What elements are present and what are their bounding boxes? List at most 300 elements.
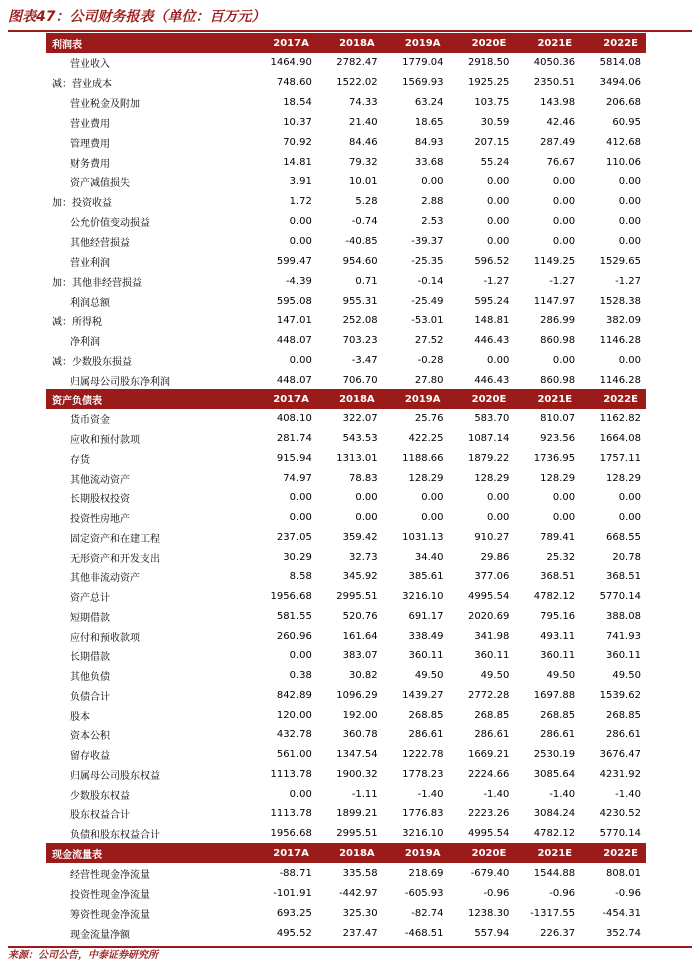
cell-value: 1113.78 [270,768,312,780]
cell-value: 1779.04 [402,57,444,69]
row-label: 短期借款 [70,612,110,624]
table-row [46,824,646,844]
table-row [46,271,646,291]
cell-value: 27.52 [414,335,444,347]
cell-value: 1879.22 [467,452,510,464]
section-header [46,33,646,53]
cell-value: -0.96 [549,887,576,899]
year-header: 2017A [273,37,309,49]
table-row [46,311,646,331]
cell-value: 30.59 [480,116,510,128]
cell-value: 2995.51 [336,828,378,840]
cell-value: 1776.83 [402,808,444,820]
cell-value: 383.07 [342,650,378,662]
cell-value: 2350.51 [533,77,576,89]
cell-value: 0.00 [289,236,312,248]
cell-value: 388.08 [605,610,641,622]
cell-value: 2.88 [421,196,444,208]
cell-value: 0.00 [487,492,510,504]
cell-value: 923.56 [540,433,576,445]
year-header: 2018A [339,847,375,859]
cell-value: 0.00 [618,492,641,504]
cell-value: 322.07 [342,413,378,425]
cell-value: 18.65 [414,116,444,128]
table-row [46,745,646,765]
cell-value: 1925.25 [467,77,510,89]
cell-value: 741.93 [605,630,641,642]
cell-value: 691.17 [408,610,444,622]
cell-value: 0.00 [487,176,510,188]
cell-value: 84.46 [349,136,378,148]
cell-value: 0.00 [618,216,641,228]
cell-value: 33.68 [414,156,444,168]
cell-value: 20.78 [612,551,641,563]
cell-value: 1146.28 [599,335,641,347]
cell-value: 1757.11 [599,452,641,464]
cell-value: 128.29 [540,472,576,484]
cell-value: 446.43 [474,374,510,386]
cell-value: 448.07 [276,374,312,386]
row-label: 固定资产和在建工程 [70,533,160,545]
table-row [46,903,646,923]
year-header: 2019A [404,37,441,49]
section-table [46,33,646,390]
cell-value: 5814.08 [599,57,641,69]
cell-value: 596.52 [474,255,510,267]
cell-value: 693.25 [276,907,312,919]
cell-value: -88.71 [279,867,312,879]
cell-value: 74.97 [283,472,312,484]
cell-value: 0.00 [487,196,510,208]
row-label: 投资性房地产 [70,514,130,526]
year-header: 2019A [404,847,441,859]
cell-value: 325.30 [342,907,378,919]
cell-value: 0.00 [618,196,641,208]
row-label: 负债合计 [70,691,110,703]
cell-value: 2224.66 [467,768,510,780]
cell-value: 4782.12 [533,828,576,840]
cell-value: 120.00 [276,709,312,721]
row-label: 现金流量净额 [70,929,130,941]
row-label: 少数股东权益 [70,790,130,802]
cell-value: 561.00 [276,749,312,761]
cell-value: -4.39 [285,275,312,287]
row-label: 净利润 [70,337,100,349]
row-label: 股东权益合计 [70,810,130,822]
cell-value: 1238.30 [467,907,510,919]
cell-value: 382.09 [605,315,641,327]
cell-value: -1.40 [417,788,444,800]
cell-value: 359.42 [342,531,378,543]
cell-value: 128.29 [474,472,510,484]
cell-value: 0.00 [289,355,312,367]
year-header: 2022E [603,393,638,405]
table-row [46,626,646,646]
cell-value: 1149.25 [533,255,576,267]
row-label: 长期借款 [70,652,110,664]
table-row [46,53,646,73]
cell-value: 2995.51 [336,591,378,603]
cell-value: 1544.88 [533,867,576,879]
cell-value: 49.50 [612,670,641,682]
cell-value: -1.27 [483,275,510,287]
cell-value: 207.15 [474,136,510,148]
figure-title: 图表47：公司财务报表（单位：百万元） [8,9,266,25]
cell-value: 128.29 [605,472,641,484]
cell-value: 0.00 [618,236,641,248]
cell-value: 1522.02 [336,77,378,89]
cell-value: 368.51 [540,571,576,583]
cell-value: 0.00 [552,176,576,188]
cell-value: 1778.23 [402,768,444,780]
cell-value: 860.98 [540,335,576,347]
cell-value: 4231.92 [599,768,641,780]
cell-value: 10.37 [283,116,312,128]
table-row [46,567,646,587]
cell-value: 76.67 [546,156,576,168]
cell-value: 1222.78 [402,749,444,761]
cell-value: 368.51 [605,571,641,583]
cell-value: 377.06 [474,571,510,583]
cell-value: 0.00 [289,788,312,800]
cell-value: 3494.06 [599,77,641,89]
year-header: 2017A [273,393,309,405]
cell-value: 495.52 [276,927,312,939]
cell-value: -605.93 [404,887,444,899]
cell-value: 1900.32 [336,768,378,780]
cell-value: 260.96 [276,630,312,642]
cell-value: 5770.14 [599,591,641,603]
cell-value: 1697.88 [533,689,576,701]
cell-value: 60.95 [612,116,641,128]
cell-value: 1.72 [289,196,312,208]
cell-value: 1539.62 [599,689,641,701]
cell-value: 352.74 [605,927,641,939]
cell-value: 30.82 [349,670,378,682]
cell-value: 5770.14 [599,828,641,840]
year-header: 2022E [603,847,638,859]
cell-value: 1664.08 [599,433,641,445]
cell-value: 2918.50 [467,57,510,69]
table-row [46,73,646,93]
section-header [46,389,646,409]
cell-value: 385.61 [408,571,444,583]
table-row [46,152,646,172]
cell-value: 0.00 [552,492,576,504]
table-row [46,646,646,666]
cell-value: 1113.78 [270,808,312,820]
cell-value: 5.28 [355,196,378,208]
row-label: 长期股权投资 [70,494,130,506]
cell-value: 8.58 [289,571,312,583]
cell-value: -1.40 [549,788,576,800]
row-label: 减：所得税 [52,317,102,329]
cell-value: 1162.82 [599,413,641,425]
row-label: 营业税金及附加 [70,99,140,111]
cell-value: 668.55 [605,531,641,543]
row-label: 留存收益 [70,751,110,763]
cell-value: 360.78 [342,729,378,741]
section-title: 现金流量表 [52,849,102,861]
row-label: 加：投资收益 [52,198,112,210]
year-header: 2021E [537,37,573,49]
cell-value: 706.70 [342,374,378,386]
cell-value: 30.29 [283,551,312,563]
cell-value: 595.08 [276,295,312,307]
row-label: 利润总额 [70,297,110,309]
cell-value: 0.00 [421,512,444,524]
cell-value: 1736.95 [533,452,576,464]
cell-value: -0.96 [483,887,510,899]
cell-value: 0.00 [552,355,576,367]
cell-value: 422.25 [408,433,444,445]
cell-value: 2223.26 [467,808,510,820]
cell-value: 360.11 [408,650,444,662]
section-table [46,389,646,844]
table-row [46,587,646,607]
cell-value: -101.91 [273,887,312,899]
cell-value: 286.61 [474,729,510,741]
cell-value: 1528.38 [599,295,641,307]
table-row [46,705,646,725]
cell-value: -1.11 [351,788,378,800]
cell-value: -454.31 [602,907,641,919]
cell-value: 147.01 [276,315,312,327]
row-label: 无形资产和开发支出 [70,553,160,565]
table-row [46,429,646,449]
row-label: 营业费用 [70,118,110,130]
cell-value: 14.81 [283,156,312,168]
cell-value: 0.00 [289,650,312,662]
cell-value: 341.98 [474,630,510,642]
cell-value: 237.05 [276,531,312,543]
cell-value: 810.07 [540,413,576,425]
cell-value: 860.98 [540,374,576,386]
cell-value: 520.76 [342,610,378,622]
cell-value: 84.93 [414,136,444,148]
table-row [46,371,646,391]
cell-value: 0.00 [355,492,378,504]
cell-value: 226.37 [540,927,576,939]
year-header: 2018A [339,37,375,49]
cell-value: 0.00 [355,512,378,524]
cell-value: 0.00 [487,355,510,367]
table-row [46,923,646,943]
cell-value: 29.86 [480,551,510,563]
cell-value: 252.08 [342,315,378,327]
cell-value: 4995.54 [467,591,510,603]
row-label: 负债和股东权益合计 [70,830,160,842]
cell-value: 4782.12 [533,591,576,603]
table-row [46,863,646,883]
cell-value: 287.49 [540,136,576,148]
row-label: 其他经营损益 [70,238,130,250]
row-label: 归属母公司股东权益 [70,770,160,782]
row-label: 营业收入 [70,59,110,71]
year-header: 2017A [273,847,309,859]
cell-value: 360.11 [474,650,510,662]
cell-value: 1529.65 [599,255,641,267]
row-label: 经营性现金净流量 [70,869,150,881]
table-row [46,172,646,192]
cell-value: 3216.10 [402,828,444,840]
cell-value: 0.00 [618,176,641,188]
year-header: 2018A [339,393,375,405]
table-row [46,883,646,903]
cell-value: 595.24 [474,295,510,307]
cell-value: 1347.54 [336,749,378,761]
row-label: 减：少数股东损益 [52,357,132,369]
cell-value: 581.55 [276,610,312,622]
cell-value: 103.75 [474,97,510,109]
cell-value: 206.68 [605,97,641,109]
row-label: 其他负债 [70,672,110,684]
cell-value: 1087.14 [467,433,510,445]
cell-value: 0.00 [487,236,510,248]
table-row [46,528,646,548]
table-row [46,607,646,627]
cell-value: 110.06 [605,156,641,168]
section-table [46,843,646,943]
cell-value: 237.47 [342,927,378,939]
cell-value: 286.61 [408,729,444,741]
cell-value: 42.46 [546,116,576,128]
cell-value: 2020.69 [467,610,510,622]
cell-value: 0.00 [552,236,576,248]
row-label: 货币资金 [70,415,110,427]
cell-value: 286.99 [540,315,576,327]
row-label: 公允价值变动损益 [70,218,150,230]
table-row [46,765,646,785]
row-label: 其他流动资产 [70,474,130,486]
table-row [46,212,646,232]
cell-value: 3085.64 [533,768,576,780]
cell-value: 1956.68 [270,591,312,603]
cell-value: 0.00 [421,492,444,504]
cell-value: 0.00 [618,355,641,367]
table-row [46,192,646,212]
row-label: 筹资性现金净流量 [70,909,150,921]
cell-value: -1.40 [483,788,510,800]
cell-value: 4050.36 [533,57,576,69]
table-row [46,784,646,804]
cell-value: 18.54 [283,97,312,109]
cell-value: 128.29 [408,472,444,484]
section-header [46,843,646,863]
cell-value: 1313.01 [336,452,378,464]
cell-value: 10.01 [349,176,378,188]
cell-value: 268.85 [605,709,641,721]
cell-value: 4995.54 [467,828,510,840]
row-label: 股本 [70,711,90,723]
row-label: 管理费用 [70,138,110,150]
year-header: 2019A [404,393,441,405]
cell-value: 0.00 [289,512,312,524]
cell-value: -53.01 [411,315,444,327]
cell-value: 360.11 [605,650,641,662]
table-row [46,686,646,706]
cell-value: 910.27 [474,531,510,543]
row-label: 其他非流动资产 [70,573,140,585]
cell-value: 25.32 [546,551,576,563]
cell-value: 1669.21 [467,749,510,761]
cell-value: 49.50 [414,670,444,682]
cell-value: 143.98 [540,97,576,109]
cell-value: -0.14 [417,275,444,287]
cell-value: 1439.27 [402,689,444,701]
cell-value: 161.64 [342,630,378,642]
cell-value: 1031.13 [402,531,444,543]
cell-value: -25.49 [411,295,444,307]
cell-value: -40.85 [345,236,378,248]
table-row [46,232,646,252]
row-label: 资产总计 [70,593,110,605]
cell-value: 27.80 [414,374,444,386]
cell-value: 338.49 [408,630,444,642]
cell-value: 583.70 [474,413,510,425]
cell-value: 2530.19 [533,749,576,761]
table-row [46,468,646,488]
year-header: 2020E [471,847,507,859]
cell-value: 192.00 [342,709,378,721]
cell-value: 842.89 [276,689,312,701]
cell-value: 79.32 [349,156,378,168]
cell-value: 1899.21 [336,808,378,820]
cell-value: 3.91 [289,176,312,188]
cell-value: 1096.29 [336,689,378,701]
table-row [46,409,646,429]
cell-value: 1956.68 [270,828,312,840]
cell-value: 955.31 [342,295,378,307]
cell-value: 55.24 [480,156,510,168]
cell-value: 448.07 [276,335,312,347]
year-header: 2020E [471,37,507,49]
cell-value: 0.00 [487,512,510,524]
cell-value: -1.27 [549,275,576,287]
row-label: 营业利润 [70,257,110,269]
cell-value: 412.68 [605,136,641,148]
cell-value: 0.00 [552,216,576,228]
cell-value: -1.40 [615,788,641,800]
cell-value: 286.61 [540,729,576,741]
row-label: 资本公积 [70,731,110,743]
cell-value: 268.85 [474,709,510,721]
table-row [46,804,646,824]
cell-value: 0.00 [487,216,510,228]
cell-value: -468.51 [404,927,444,939]
cell-value: 1569.93 [402,77,444,89]
cell-value: -0.96 [615,887,641,899]
table-row [46,547,646,567]
cell-value: 286.61 [605,729,641,741]
cell-value: 1464.90 [270,57,312,69]
cell-value: 335.58 [342,867,378,879]
cell-value: 432.78 [276,729,312,741]
cell-value: 21.40 [349,116,378,128]
cell-value: 0.00 [552,512,576,524]
cell-value: 34.40 [414,551,444,563]
row-label: 财务费用 [70,158,110,170]
cell-value: 2772.28 [467,689,510,701]
cell-value: 4230.52 [599,808,641,820]
cell-value: 915.94 [276,452,312,464]
cell-value: 360.11 [540,650,576,662]
table-row [46,508,646,528]
cell-value: 1146.28 [599,374,641,386]
year-header: 2020E [471,393,507,405]
cell-value: -3.47 [351,355,378,367]
cell-value: -0.28 [417,355,444,367]
